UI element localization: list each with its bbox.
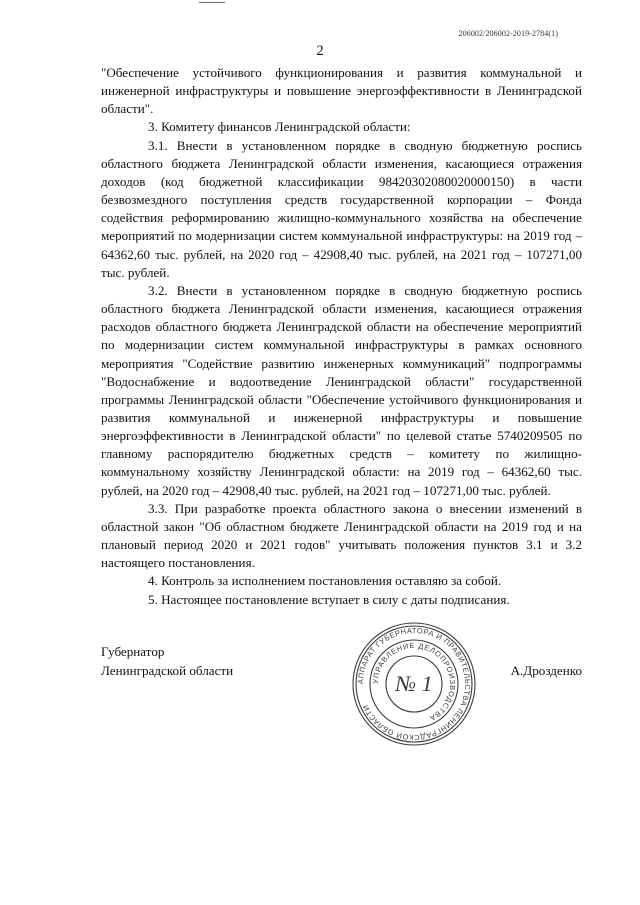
paragraph: 3.2. Внести в установленном порядке в сводную бюджетную роспись областного бюджета Ленинградской области изменения, касающиеся отражения расходов областного бюджета Ленинградской области на обеспечение мероприятий по модернизации систем коммунальной инфраструктуры в рамках основного мероприятия "Содействие развитию инженерных коммуникаций" подпрограммы "Водоснабжение и водоотведение Ленинградской области" государственной программы Ленинградской области "Обеспечение устойчивого функционирования и развития коммунальной и инженерной инфраструктуры и повышение энергоэффективности в Ленинградской области" по целевой статье 5740209505 по главному распорядителю бюджетных средств – комитету по жилищно-коммунальному хозяйству Ленинградской области: на 2019 год – 64362,60 тыс. рублей, на 2020 год – 42908,40 тыс. рублей, на 2021 год – 107271,00 тыс. рублей. [101, 282, 582, 498]
paragraph: 4. Контроль за исполнением постановления оставляю за собой. [148, 573, 502, 589]
page-number: 2 [316, 43, 324, 59]
signatory-title [101, 643, 233, 680]
scan-mark [199, 2, 225, 3]
paragraph: "Обеспечение устойчивого функционирования и развития коммунальной и инженерной инфраструктуры и повышение энергоэффективности в Ленинградской области". [101, 65, 582, 117]
stamp-outer-text: АППАРАТ ГУБЕРНАТОРА И ПРАВИТЕЛЬСТВА ЛЕНИНГРАДСКОЙ ОБЛАСТИ [355, 625, 473, 743]
signatory-title-line: Губернатор [101, 644, 165, 659]
paragraph: 3. Комитету финансов Ленинградской области: [148, 119, 411, 135]
document-body [101, 64, 582, 609]
official-stamp [351, 621, 477, 747]
signatory-title-line: Ленинградской области [101, 662, 234, 678]
document-number: 206002/206002-2019-2784(1) [458, 29, 558, 38]
stamp-inner-text: УПРАВЛЕНИЕ ДЕЛОПРОИЗВОДСТВА [370, 640, 458, 724]
stamp-number: № 1 [395, 671, 433, 696]
paragraph: 5. Настоящее постановление вступает в силу с даты подписания. [148, 591, 510, 607]
paragraph: 3.3. При разработке проекта областного закона о внесении изменений в областной закон "Об областном бюджете Ленинградской области на 2019 год и на плановый период 2020 и 2021 годов" учитывать положения пунктов 3.1 и 3.2 настоящего постановления. [101, 500, 582, 571]
paragraph: 3.1. Внести в установленном порядке в сводную бюджетную роспись областного бюджета Ленинградской области изменения, касающиеся отражения доходов (код бюджетной классификации 98420302080020000150) в части безвозмездного поступления средств государственной корпорации – Фонда содействия реформированию жилищно-коммунального хозяйства на обеспечение мероприятий по модернизации систем коммунальной инфраструктуры: на 2019 год – 64362,60 тыс. рублей, на 2020 год – 42908,40 тыс. рублей, на 2021 год – 107271,00 тыс. рублей. [101, 137, 582, 280]
signatory-name: А.Дрозденко [510, 663, 582, 678]
